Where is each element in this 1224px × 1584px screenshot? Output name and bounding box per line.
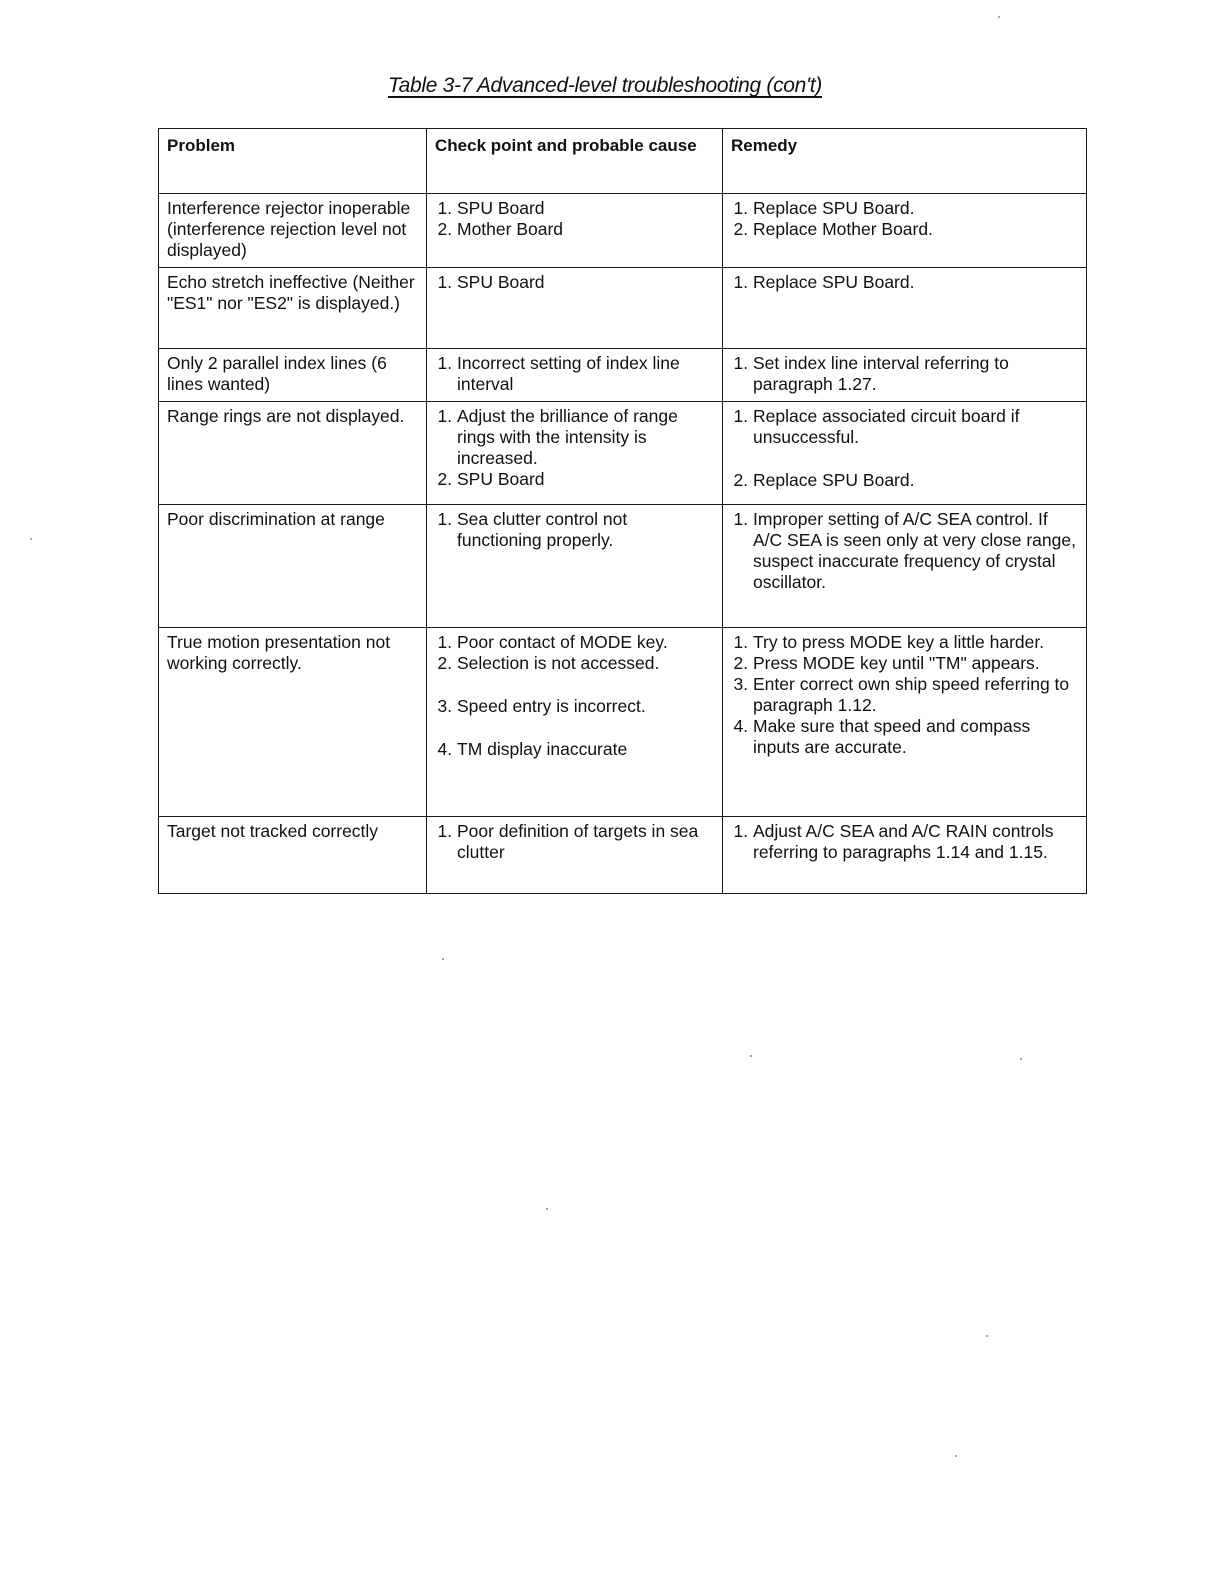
check-cell	[427, 349, 723, 402]
check-item: 1. Adjust the brilliance of range rings with the intensity is increased.	[457, 406, 716, 469]
check-cell	[427, 817, 723, 894]
check-cell	[427, 268, 723, 349]
check-cell	[427, 194, 723, 268]
remedy-item: 1. Replace associated circuit board if unsuccessful.	[753, 406, 1080, 448]
remedy-item: 1. Try to press MODE key a little harder.	[753, 632, 1080, 653]
problem-cell: Range rings are not displayed.	[159, 402, 427, 505]
problem-cell: Only 2 parallel index lines (6 lines wanted)	[159, 349, 427, 402]
problem-cell: Target not tracked correctly	[159, 817, 427, 894]
problem-cell: Echo stretch ineffective (Neither "ES1" nor "ES2" is displayed.)	[159, 268, 427, 349]
remedy-cell	[723, 817, 1087, 894]
check-item: 2. Selection is not accessed.	[457, 653, 716, 674]
problem-cell: True motion presentation not working correctly.	[159, 628, 427, 817]
remedy-item: 4. Make sure that speed and compass inputs are accurate.	[753, 716, 1080, 758]
table-row	[159, 349, 1087, 402]
scan-speck	[442, 958, 444, 960]
scan-speck	[30, 538, 32, 540]
remedy-item: 1. Replace SPU Board.	[753, 198, 1080, 219]
check-item: 1. SPU Board	[457, 198, 716, 219]
scan-speck	[750, 1055, 752, 1057]
scan-speck	[546, 1208, 548, 1210]
remedy-item: 1. Set index line interval referring to paragraph 1.27.	[753, 353, 1080, 395]
check-cell	[427, 628, 723, 817]
remedy-cell	[723, 505, 1087, 628]
problem-cell: Interference rejector inoperable (interference rejection level not displayed)	[159, 194, 427, 268]
table-row	[159, 194, 1087, 268]
scan-speck	[986, 1335, 988, 1337]
table-row	[159, 402, 1087, 505]
remedy-item: 1. Replace SPU Board.	[753, 272, 1080, 293]
scan-speck	[955, 1455, 957, 1457]
scan-speck	[1020, 1058, 1022, 1060]
remedy-item: 2. Replace Mother Board.	[753, 219, 1080, 240]
check-item: 1. Poor definition of targets in sea clutter	[457, 821, 716, 863]
header-check-point: Check point and probable cause	[427, 129, 723, 194]
check-item: 2. SPU Board	[457, 469, 716, 490]
header-remedy: Remedy	[723, 129, 1087, 194]
table-row	[159, 505, 1087, 628]
remedy-item: 2. Press MODE key until "TM" appears.	[753, 653, 1080, 674]
table-row	[159, 817, 1087, 894]
check-cell	[427, 402, 723, 505]
remedy-cell	[723, 349, 1087, 402]
check-item: 1. SPU Board	[457, 272, 716, 293]
check-item: 1. Poor contact of MODE key.	[457, 632, 716, 653]
remedy-cell	[723, 268, 1087, 349]
remedy-cell	[723, 194, 1087, 268]
remedy-item: 2. Replace SPU Board.	[753, 470, 1080, 491]
table-row	[159, 268, 1087, 349]
header-problem: Problem	[159, 129, 427, 194]
table-row	[159, 628, 1087, 817]
remedy-item: 1. Adjust A/C SEA and A/C RAIN controls referring to paragraphs 1.14 and 1.15.	[753, 821, 1080, 863]
check-item: 2. Mother Board	[457, 219, 716, 240]
table-title: Table 3-7 Advanced-level troubleshooting (con't)	[388, 74, 822, 97]
check-item: 1. Incorrect setting of index line interval	[457, 353, 716, 395]
remedy-cell	[723, 628, 1087, 817]
problem-cell: Poor discrimination at range	[159, 505, 427, 628]
check-item: 3. Speed entry is incorrect.	[457, 696, 716, 717]
table-header-row	[159, 129, 1087, 194]
remedy-item: 3. Enter correct own ship speed referring to paragraph 1.12.	[753, 674, 1080, 716]
troubleshooting-table	[158, 128, 1087, 894]
check-item: 4. TM display inaccurate	[457, 739, 716, 760]
remedy-cell	[723, 402, 1087, 505]
scan-speck	[998, 16, 1000, 18]
check-item: 1. Sea clutter control not functioning properly.	[457, 509, 716, 551]
check-cell	[427, 505, 723, 628]
remedy-item: 1. Improper setting of A/C SEA control. If A/C SEA is seen only at very close range, suspect inaccurate frequency of crystal oscillator.	[753, 509, 1080, 593]
